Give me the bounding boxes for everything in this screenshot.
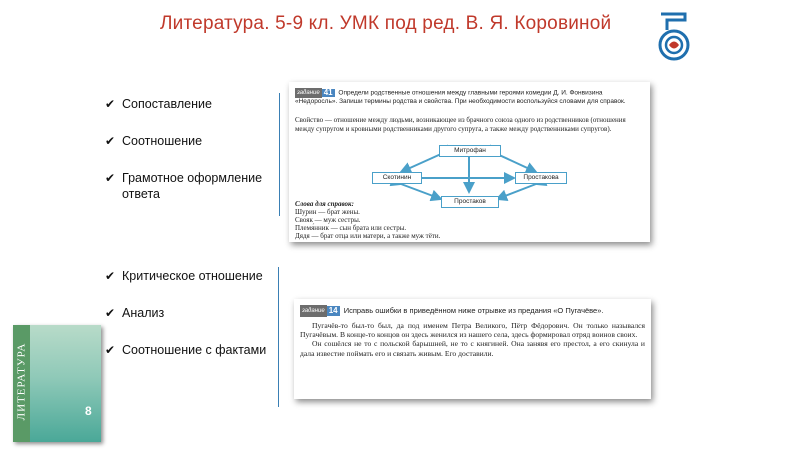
legend-excerpt: Пугачёв-то был-то был, да под именем Петра Великого, Пётр Фёдорович. Он только назывался Пугачёвым. В конце-то концов он здесь женился из нашего села, здесь формировал отряд воинов своих. Он сошёлся не то с польской барышней, не то с княгиней. Она занявя его престол, а его скинула и дала известие поймать его и связать живым. Его доставили.	[300, 321, 645, 358]
checkmark-icon: ✔	[105, 343, 116, 357]
list-item: ✔ Анализ	[105, 306, 165, 320]
publisher-logo-icon	[655, 12, 693, 62]
node-skotinin: Скотинин	[372, 172, 422, 184]
checkmark-icon: ✔	[105, 306, 116, 320]
list-item: ✔ Сопоставление	[105, 97, 212, 111]
book-title: ЛИТЕРАТУРА	[15, 342, 28, 421]
task-label: задание	[297, 90, 320, 96]
task-card-14	[294, 299, 651, 399]
textbook-cover	[13, 325, 101, 442]
checkmark-icon: ✔	[105, 97, 116, 111]
task-instruction: задание 41 Определи родственные отношения между главными героями комедии Д. И. Фонвизина «Недоросль». Запиши термины родства и свойства. При необходимости воспользуйся словами для справок.	[295, 88, 626, 105]
task-label: задание	[300, 305, 327, 317]
task-number: 41	[323, 88, 333, 97]
checkmark-icon: ✔	[105, 269, 116, 283]
divider-line	[279, 93, 280, 216]
page-title: Литература. 5-9 кл. УМК под ред. В. Я. Коровиной	[160, 13, 612, 34]
list-item: ✔ Соотношение с фактами	[105, 343, 267, 357]
skills-list-2	[105, 268, 285, 379]
node-mitrofan: Митрофан	[439, 145, 501, 157]
divider-line	[278, 267, 279, 407]
definition-text: Свойство — отношение между людьми, возникающее из брачного союза одного из родственников (отношения между супругом и кровными родственниками другого супруга, а также между родственниками супругов).	[295, 116, 626, 133]
book-grade: 8	[85, 404, 92, 418]
node-prostakov: Простаков	[441, 196, 499, 208]
list-item: ✔ Грамотное оформление ответа	[105, 171, 263, 201]
node-prostakova: Простакова	[515, 172, 567, 184]
list-item: ✔ Соотношение	[105, 134, 203, 148]
checkmark-icon: ✔	[105, 171, 116, 185]
list-item: ✔ Критическое отношение	[105, 269, 263, 283]
task-number: 14	[328, 306, 338, 315]
checkmark-icon: ✔	[105, 134, 116, 148]
task-card-41	[289, 82, 650, 242]
reference-words: Слова для справок: Шурин — брат жены. Сво́як — муж сестры. Племя́нник — сын брата или сестры. Дядя — брат отца или матери, а также муж тёти.	[295, 200, 441, 240]
skills-list-1	[105, 96, 285, 223]
task-instruction: задание 14 Исправь ошибки в приведённом ниже отрывке из предания «О Пугачёве».	[302, 305, 604, 315]
